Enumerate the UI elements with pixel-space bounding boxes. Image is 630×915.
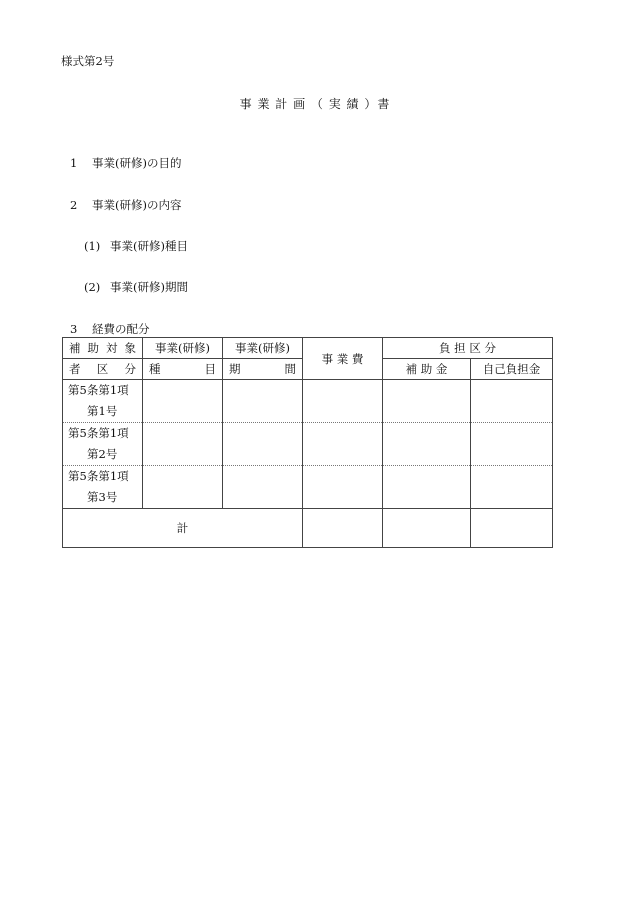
section-number: 2 bbox=[70, 198, 78, 212]
header-project-cost: 事 業 費 bbox=[303, 338, 383, 380]
document-title: 事 業 計 画 （ 実 績 ）書 bbox=[239, 97, 391, 111]
row-category: 第5条第1項 第1号 bbox=[63, 380, 143, 423]
cell-subsidy bbox=[383, 466, 471, 509]
total-self-burden bbox=[471, 509, 553, 548]
cell-subsidy bbox=[383, 380, 471, 423]
section-label: 事業(研修)の内容 bbox=[92, 198, 182, 212]
subsection-type bbox=[84, 238, 188, 254]
header-type-top: 事業(研修) bbox=[143, 338, 223, 359]
subsection-period bbox=[84, 279, 188, 295]
section-purpose bbox=[70, 155, 181, 171]
header-subsidy-category-bottom: 者 区 分 bbox=[63, 359, 143, 380]
header-self-burden: 自己負担金 bbox=[471, 359, 553, 380]
header-subsidy-category-top: 補 助 対 象 bbox=[63, 338, 143, 359]
total-label: 計 bbox=[63, 509, 303, 548]
cell-period bbox=[223, 423, 303, 466]
header-type-bottom: 種 目 bbox=[143, 359, 223, 380]
table-row bbox=[63, 380, 553, 423]
table-row bbox=[63, 466, 553, 509]
header-period-bottom: 期 間 bbox=[223, 359, 303, 380]
cell-self-burden bbox=[471, 380, 553, 423]
subsection-number: (2) bbox=[84, 280, 101, 294]
cell-self-burden bbox=[471, 423, 553, 466]
subsection-number: (1) bbox=[84, 239, 101, 253]
header-period-top: 事業(研修) bbox=[223, 338, 303, 359]
total-row bbox=[63, 509, 553, 548]
section-cost-allocation bbox=[70, 321, 150, 337]
cell-type bbox=[143, 423, 223, 466]
header-subsidy: 補 助 金 bbox=[383, 359, 471, 380]
table-row bbox=[63, 423, 553, 466]
cell-subsidy bbox=[383, 423, 471, 466]
header-burden-category: 負 担 区 分 bbox=[383, 338, 553, 359]
cell-self-burden bbox=[471, 466, 553, 509]
cell-type bbox=[143, 380, 223, 423]
cell-period bbox=[223, 466, 303, 509]
total-cost bbox=[303, 509, 383, 548]
subsection-label: 事業(研修)期間 bbox=[110, 280, 188, 294]
form-number: 様式第2号 bbox=[61, 54, 115, 68]
section-content bbox=[70, 197, 181, 213]
section-number: 3 bbox=[70, 322, 78, 336]
row-category: 第5条第1項 第3号 bbox=[63, 466, 143, 509]
cell-cost bbox=[303, 380, 383, 423]
section-number: 1 bbox=[70, 156, 78, 170]
cost-allocation-table bbox=[62, 337, 553, 548]
subsection-label: 事業(研修)種目 bbox=[110, 239, 188, 253]
section-label: 事業(研修)の目的 bbox=[92, 156, 182, 170]
cell-period bbox=[223, 380, 303, 423]
row-category: 第5条第1項 第2号 bbox=[63, 423, 143, 466]
cell-cost bbox=[303, 466, 383, 509]
section-label: 経費の配分 bbox=[92, 322, 150, 336]
cell-type bbox=[143, 466, 223, 509]
cell-cost bbox=[303, 423, 383, 466]
total-subsidy bbox=[383, 509, 471, 548]
